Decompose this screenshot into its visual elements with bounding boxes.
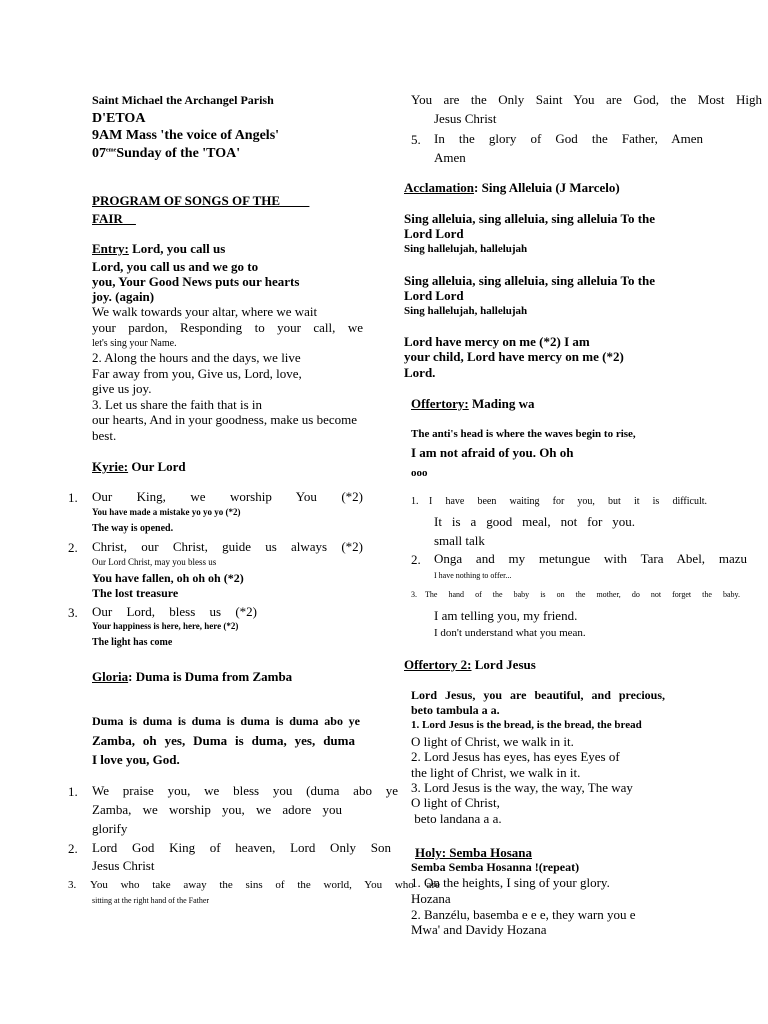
gloria-line: Duma is duma is duma is duma is duma abo ye [92,714,360,728]
offertory-item-line: I am telling you, my friend. [434,608,578,623]
acclamation-line: Lord have mercy on me (*2) I am [404,334,590,349]
parish-name: Saint Michael the Archangel Parish [92,93,274,107]
entry-heading: Entry: Lord, you call us [92,241,226,256]
program-title: PROGRAM OF SONGS OF THE ____ [92,193,310,208]
kyrie-sub: The lost treasure [92,586,179,600]
holy-line: 1. On the heights, I sing of your glory. [411,875,610,890]
offertory-item-line: It is a good meal, not for you. [434,514,635,529]
gloria-cont-line: Jesus Christ [434,111,497,126]
kyrie-line: Our Lord, bless us (*2) [92,604,257,619]
offertory-line: ooo [411,467,428,479]
entry-line: your pardon, Responding to your call, we [92,320,363,335]
gloria-item-line: Jesus Christ [92,858,155,873]
entry-line: Lord, you call us and we go to [92,259,259,274]
acclamation-line: Sing hallelujah, hallelujah [404,305,528,317]
gloria-cont-line: In the glory of God the Father, Amen [434,131,703,146]
offertory2-heading: Offertory 2: Lord Jesus [404,657,536,672]
acclamation-line: Lord Lord [404,288,464,303]
offertory-line: I am not afraid of you. Oh oh [411,445,574,460]
acclamation-heading: Acclamation: Sing Alleluia (J Marcelo) [404,180,620,195]
entry-line: joy. (again) [92,289,155,304]
offertory2-line: beto tambula a a. [411,703,500,717]
kyrie-sub: Your happiness is here, here, here (*2) [92,621,239,631]
entry-line: our hearts, And in your goodness, make us become [92,412,358,427]
gloria-cont-line: You are the Only Saint You are God, the Most High [411,92,762,107]
holy-line: 2. Banzélu, basemba e e e, they warn you e [411,907,636,922]
offertory2-line: 3. Lord Jesus is the way, the way, The way [411,780,633,795]
kyrie-sub: Our Lord Christ, may you bless us [92,557,217,567]
entry-line: best. [92,428,117,443]
acclamation-line: Sing alleluia, sing alleluia, sing alleluia To the [404,273,656,288]
gloria-line: I love you, God. [92,752,180,767]
list-number: 1. [68,490,78,505]
list-number: 2. [411,552,421,567]
entry-line: We walk towards your altar, where we wait [92,304,318,319]
offertory-item-line: Onga and my metungue with Tara Abel, mazu [434,551,747,566]
offertory2-line: beto landana a a. [411,811,502,826]
gloria-item-line: glorify [92,821,128,836]
offertory-item-line: I have been waiting for you, but it is difficult. [429,496,707,507]
list-number: 3. [68,605,78,620]
gloria-item-line: You who take away the sins of the world, You who are [90,879,440,891]
offertory-item-line: small talk [434,533,485,548]
sunday-title: 07emeSunday of the 'TOA' [92,146,241,161]
list-number: 2. [68,841,78,856]
list-number: 1. [411,496,419,507]
detoa-title: D'ETOA [92,111,146,126]
kyrie-line: Christ, our Christ, guide us always (*2) [92,539,363,554]
acclamation-line: Sing alleluia, sing alleluia, sing alleluia To the [404,211,656,226]
acclamation-line: Lord Lord [404,226,464,241]
kyrie-line: Our King, we worship You (*2) [92,489,363,504]
entry-line: Far away from you, Give us, Lord, love, [92,366,302,381]
list-number: 2. [68,540,78,555]
offertory-item-line: I have nothing to offer... [434,571,512,580]
kyrie-sub: The light has come [92,637,173,648]
program-title-2: FAIR__ [92,211,136,226]
holy-line: Mwa' and Davidy Hozana [411,922,547,937]
entry-line: give us joy. [92,381,152,396]
acclamation-line: Sing hallelujah, hallelujah [404,243,528,255]
gloria-cont-line: Amen [434,150,466,165]
kyrie-sub: You have fallen, oh oh oh (*2) [92,571,244,585]
holy-heading: Holy: Semba Hosana [415,845,533,860]
offertory2-line: the light of Christ, we walk in it. [411,765,581,780]
offertory-heading: Offertory: Mading wa [411,396,535,411]
kyrie-sub: You have made a mistake yo yo yo (*2) [92,507,241,517]
offertory2-line: Lord Jesus, you are beautiful, and precious, [411,688,665,702]
acclamation-line: Lord. [404,365,436,380]
kyrie-sub: The way is opened. [92,523,174,534]
gloria-item-line: We praise you, we bless you (duma abo ye [92,783,398,798]
list-number: 3. [411,590,417,599]
offertory2-line: O light of Christ, we walk in it. [411,734,574,749]
offertory-item-line: The hand of the baby is on the mother, do not forget the baby. [425,590,740,599]
offertory2-line: 1. Lord Jesus is the bread, is the bread, the bread [411,719,642,731]
list-number: 3. [68,879,77,891]
offertory-item-line: I don't understand what you mean. [434,627,586,639]
offertory2-line: 2. Lord Jesus has eyes, has eyes Eyes of [411,749,620,764]
holy-line: Hozana [411,891,451,906]
offertory-line: The anti's head is where the waves begin to rise, [411,428,636,440]
entry-line: let's sing your Name. [92,338,177,349]
kyrie-heading: Kyrie: Our Lord [92,459,186,474]
mass-title: 9AM Mass 'the voice of Angels' [92,128,280,143]
holy-line: Semba Semba Hosanna !(repeat) [411,860,580,874]
gloria-item-line: Lord God King of heaven, Lord Only Son [92,840,391,855]
gloria-line: Zamba, oh yes, Duma is duma, yes, duma [92,733,355,748]
acclamation-line: your child, Lord have mercy on me (*2) [404,349,624,364]
gloria-item-line: sitting at the right hand of the Father [92,896,210,905]
list-number: 5. [411,132,421,147]
offertory2-line: O light of Christ, [411,795,500,810]
entry-line: 2. Along the hours and the days, we live [92,350,301,365]
list-number: 1. [68,784,78,799]
gloria-item-line: Zamba, we worship you, we adore you [92,802,342,817]
entry-line: 3. Let us share the faith that is in [92,397,263,412]
entry-line: you, Your Good News puts our hearts [92,274,300,289]
gloria-heading: Gloria: Duma is Duma from Zamba [92,669,293,684]
